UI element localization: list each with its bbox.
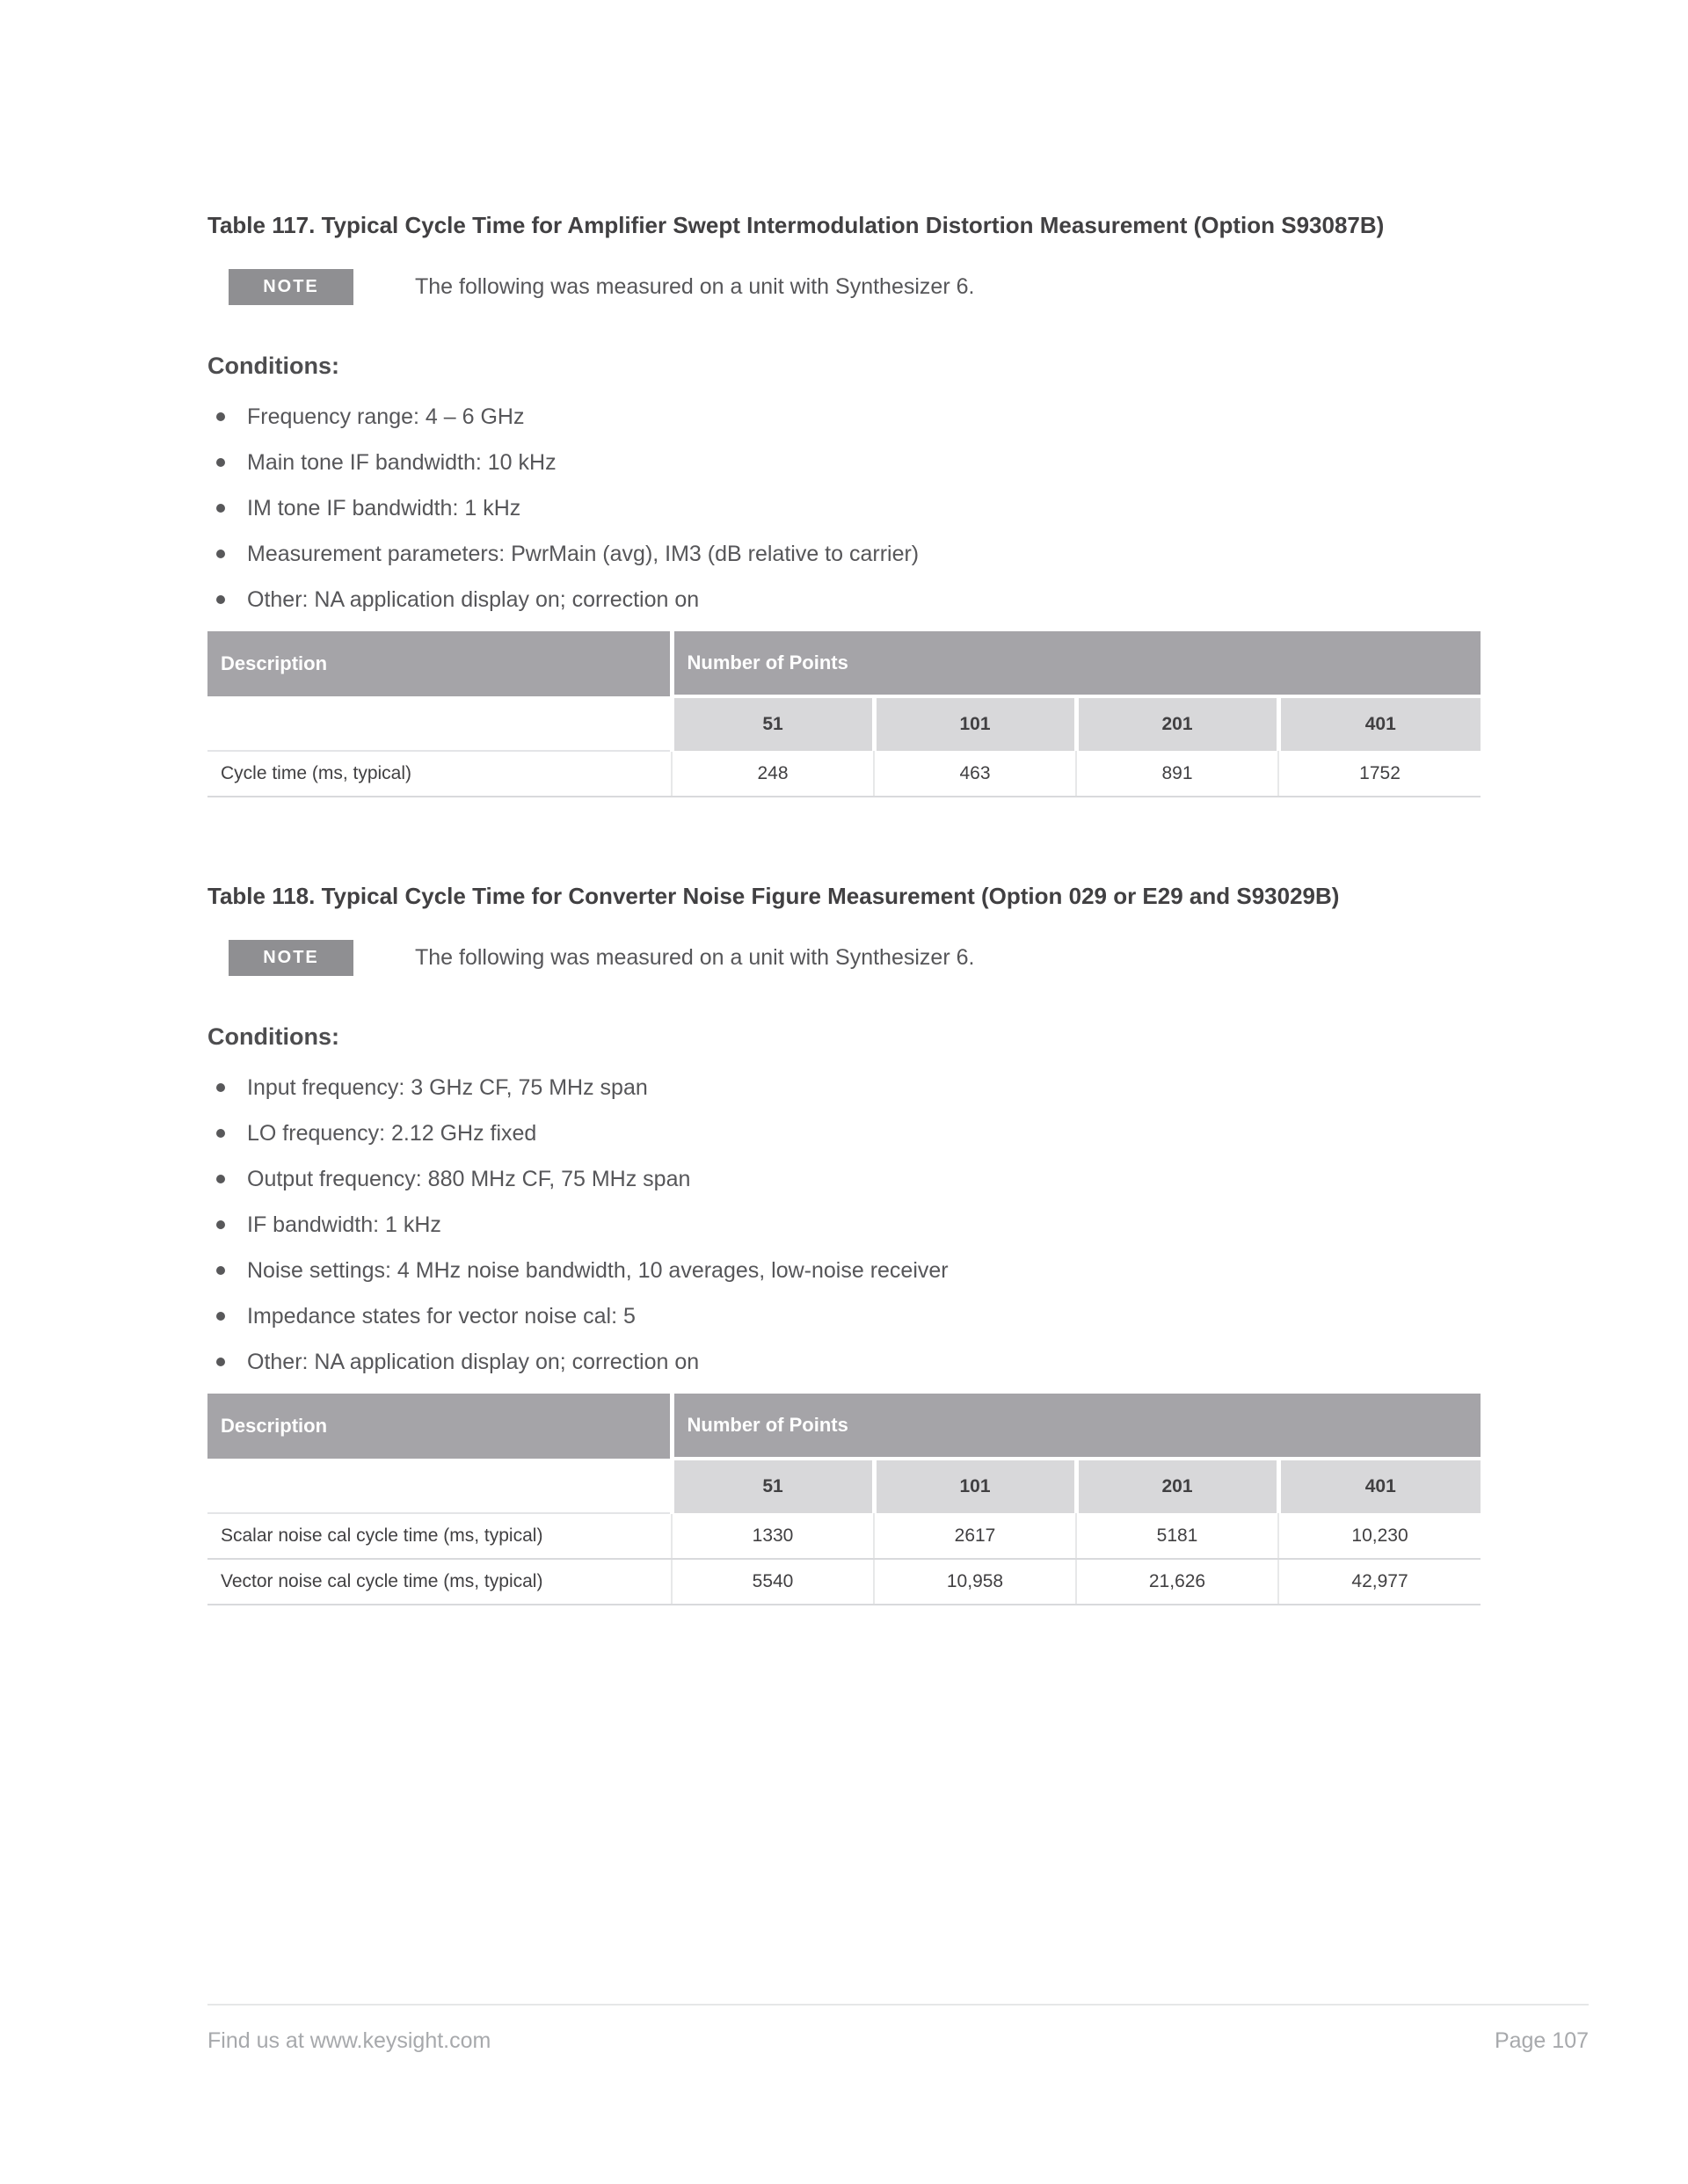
- note-badge: NOTE: [229, 940, 353, 976]
- cell-value: 42,977: [1278, 1559, 1481, 1605]
- points-col-header: 101: [874, 696, 1076, 751]
- document-page: [207, 210, 1481, 1605]
- points-col-header: 401: [1278, 696, 1481, 751]
- number-of-points-header: Number of Points: [672, 631, 1481, 696]
- table-header-row: [207, 631, 1481, 696]
- note-text: The following was measured on a unit with Synthesizer 6.: [415, 945, 975, 970]
- cell-value: 2617: [874, 1513, 1076, 1559]
- note-badge: NOTE: [229, 269, 353, 305]
- description-header: Description: [207, 631, 672, 696]
- note-text: The following was measured on a unit with Synthesizer 6.: [415, 274, 975, 299]
- conditions-list: [207, 1074, 1481, 1377]
- points-col-header: 201: [1076, 696, 1278, 751]
- points-col-header: 401: [1278, 1459, 1481, 1513]
- condition-item: Frequency range: 4 – 6 GHz: [207, 403, 1481, 432]
- cell-value: 21,626: [1076, 1559, 1278, 1605]
- condition-item: Other: NA application display on; correction on: [207, 586, 1481, 615]
- table-row: [207, 1513, 1481, 1559]
- note-callout: [229, 269, 1481, 305]
- cycle-time-table-117: [207, 631, 1481, 797]
- points-col-header: 51: [672, 696, 874, 751]
- points-subheader-row: [207, 1459, 1481, 1513]
- condition-item: Other: NA application display on; correction on: [207, 1348, 1481, 1377]
- keysight-url-link[interactable]: Find us at www.keysight.com: [207, 2028, 491, 2053]
- page-footer: [207, 2004, 1589, 2054]
- description-header: Description: [207, 1394, 672, 1459]
- condition-item: Output frequency: 880 MHz CF, 75 MHz span: [207, 1165, 1481, 1194]
- points-col-header: 101: [874, 1459, 1076, 1513]
- condition-item: IF bandwidth: 1 kHz: [207, 1211, 1481, 1240]
- cell-value: 5540: [672, 1559, 874, 1605]
- row-label: Cycle time (ms, typical): [207, 751, 672, 797]
- condition-item: Input frequency: 3 GHz CF, 75 MHz span: [207, 1074, 1481, 1103]
- cell-value: 5181: [1076, 1513, 1278, 1559]
- points-col-header: 201: [1076, 1459, 1278, 1513]
- note-callout: [229, 940, 1481, 976]
- condition-item: Noise settings: 4 MHz noise bandwidth, 10 averages, low-noise receiver: [207, 1256, 1481, 1285]
- cell-value: 10,958: [874, 1559, 1076, 1605]
- cycle-time-table-118: [207, 1394, 1481, 1605]
- table-118-title: Table 118. Typical Cycle Time for Converter Noise Figure Measurement (Option 029 or E29 and S93029B): [207, 883, 1340, 909]
- cell-value: 891: [1076, 751, 1278, 797]
- section-table-118: [207, 881, 1481, 1605]
- table-row: [207, 751, 1481, 797]
- cell-value: 463: [874, 751, 1076, 797]
- condition-item: Main tone IF bandwidth: 10 kHz: [207, 448, 1481, 477]
- conditions-heading: Conditions:: [207, 353, 339, 379]
- empty-cell: [207, 696, 672, 751]
- condition-item: LO frequency: 2.12 GHz fixed: [207, 1119, 1481, 1148]
- row-label: Scalar noise cal cycle time (ms, typical): [207, 1513, 672, 1559]
- number-of-points-header: Number of Points: [672, 1394, 1481, 1459]
- condition-item: IM tone IF bandwidth: 1 kHz: [207, 494, 1481, 523]
- points-subheader-row: [207, 696, 1481, 751]
- empty-cell: [207, 1459, 672, 1513]
- conditions-heading: Conditions:: [207, 1023, 339, 1050]
- page-number: Page 107: [1494, 2028, 1589, 2053]
- conditions-list: [207, 403, 1481, 615]
- condition-item: Measurement parameters: PwrMain (avg), IM3 (dB relative to carrier): [207, 540, 1481, 569]
- table-117-title: Table 117. Typical Cycle Time for Amplifier Swept Intermodulation Distortion Measurement (Option S93087B): [207, 212, 1385, 238]
- condition-item: Impedance states for vector noise cal: 5: [207, 1302, 1481, 1331]
- cell-value: 1330: [672, 1513, 874, 1559]
- cell-value: 1752: [1278, 751, 1481, 797]
- table-row: [207, 1559, 1481, 1605]
- cell-value: 248: [672, 751, 874, 797]
- section-table-117: [207, 210, 1481, 797]
- points-col-header: 51: [672, 1459, 874, 1513]
- table-header-row: [207, 1394, 1481, 1459]
- cell-value: 10,230: [1278, 1513, 1481, 1559]
- row-label: Vector noise cal cycle time (ms, typical): [207, 1559, 672, 1605]
